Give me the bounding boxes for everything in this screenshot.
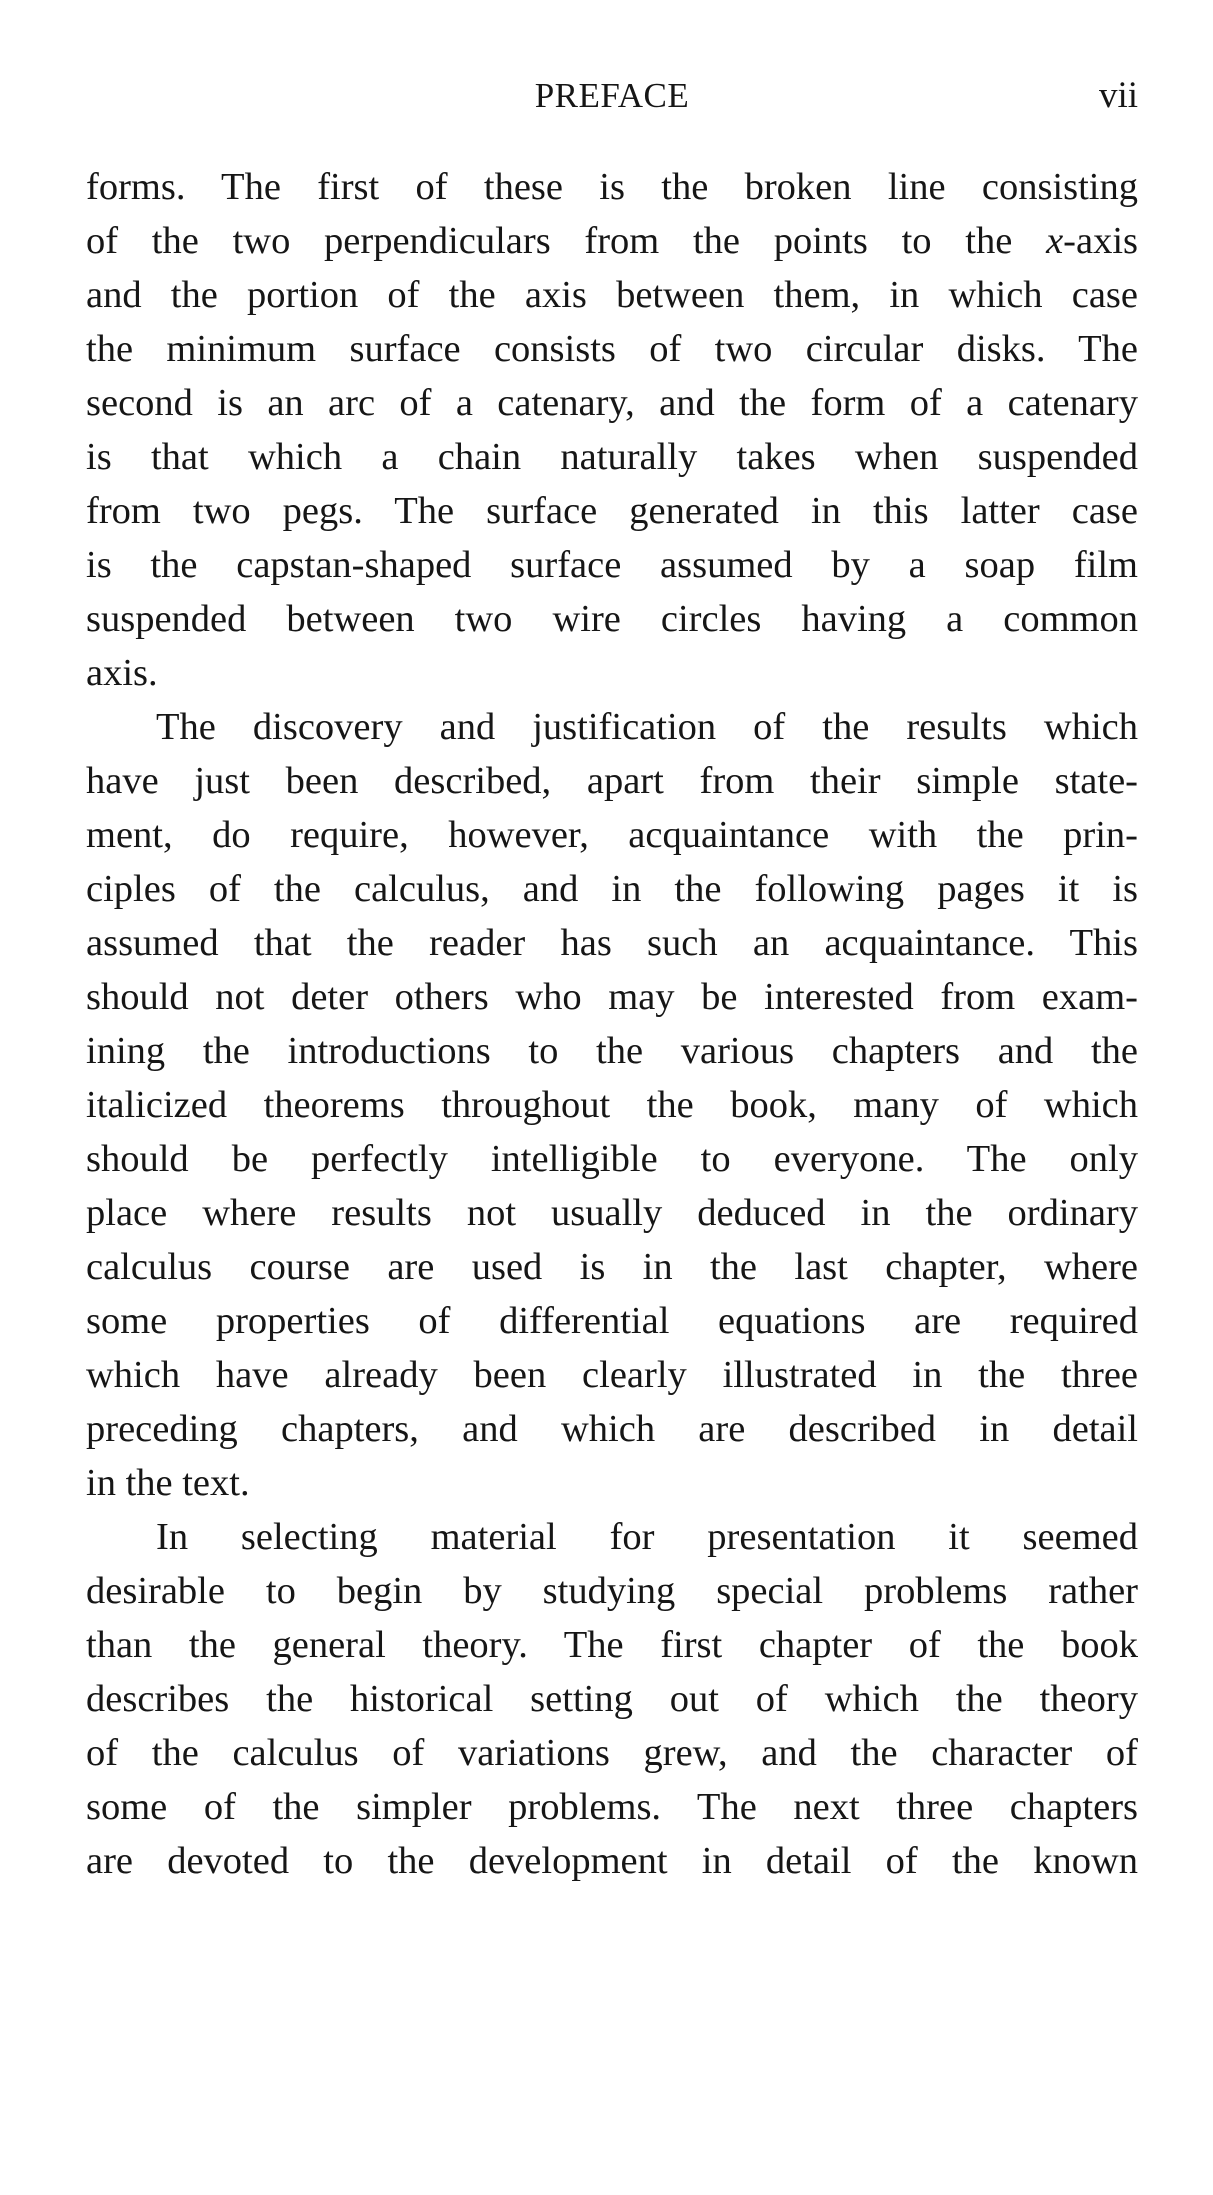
paragraph-1 (86, 160, 1138, 700)
text-line: ment, do require, however, acquaintance with the prin- (86, 814, 1138, 856)
text-line: should be perfectly intelligible to everyone. The only (86, 1138, 1138, 1180)
text-line: ining the introductions to the various chapters and the (86, 1030, 1138, 1072)
text-line: italicized theorems throughout the book, many of which (86, 1084, 1138, 1126)
text-line: ciples of the calculus, and in the following pages it is (86, 868, 1138, 910)
text-line: assumed that the reader has such an acquaintance. This (86, 922, 1138, 964)
text-line: from two pegs. The surface generated in this latter case (86, 490, 1138, 532)
text-line: forms. The first of these is the broken line consisting (86, 166, 1138, 208)
text-line: desirable to begin by studying special problems rather (86, 1570, 1138, 1612)
text-line: In selecting material for presentation it seemed (156, 1516, 1138, 1558)
text-line: of the calculus of variations grew, and the character of (86, 1732, 1138, 1774)
text-line: The discovery and justification of the results which (156, 706, 1138, 748)
text-line: should not deter others who may be interested from exam- (86, 976, 1138, 1018)
text-line: of the two perpendiculars from the points to the x-axis (86, 220, 1138, 262)
math-variable-x: x (1046, 220, 1064, 262)
text-line: place where results not usually deduced in the ordinary (86, 1192, 1138, 1234)
running-head: PREFACE (534, 76, 690, 115)
text-line: some properties of differential equations are required (86, 1300, 1138, 1342)
text-line: axis. (86, 652, 158, 694)
text-line: calculus course are used is in the last chapter, where (86, 1246, 1138, 1288)
text-line: is the capstan-shaped surface assumed by a soap film (86, 544, 1138, 586)
text-line: some of the simpler problems. The next three chapters (86, 1786, 1138, 1828)
text-line: the minimum surface consists of two circular disks. The (86, 328, 1138, 370)
text-line: suspended between two wire circles having a common (86, 598, 1138, 640)
text-line: second is an arc of a catenary, and the form of a catenary (86, 382, 1138, 424)
page-header (86, 66, 1138, 126)
paragraph-3 (86, 1510, 1138, 1888)
text-line: and the portion of the axis between them, in which case (86, 274, 1138, 316)
text-line: preceding chapters, and which are described in detail (86, 1408, 1138, 1450)
paragraph-2 (86, 700, 1138, 1510)
text-line: have just been described, apart from their simple state- (86, 760, 1138, 802)
text-line: describes the historical setting out of which the theory (86, 1678, 1138, 1720)
text-line: than the general theory. The first chapter of the book (86, 1624, 1138, 1666)
page-number: vii (1098, 75, 1138, 116)
text-line: is that which a chain naturally takes when suspended (86, 436, 1138, 478)
text-line: are devoted to the development in detail of the known (86, 1840, 1138, 1882)
body-text (86, 160, 1138, 1888)
text-line: in the text. (86, 1462, 250, 1504)
text-line: which have already been clearly illustrated in the three (86, 1354, 1138, 1396)
